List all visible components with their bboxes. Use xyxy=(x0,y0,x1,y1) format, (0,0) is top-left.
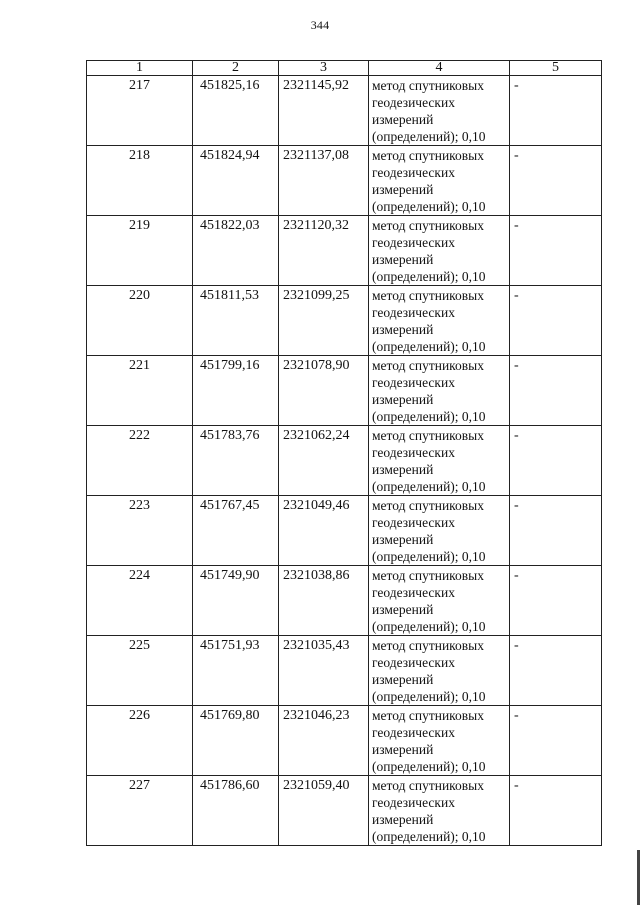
method-text-line: (определений); 0,10 xyxy=(372,409,486,424)
table-row xyxy=(87,496,602,566)
method-text-line: (определений); 0,10 xyxy=(372,479,486,494)
method-text-line: измерений xyxy=(372,182,434,197)
method-text-line: (определений); 0,10 xyxy=(372,759,486,774)
coordinate-x-cell: 451783,76 xyxy=(193,426,279,496)
point-number-cell: 226 xyxy=(87,706,193,776)
coordinates-table xyxy=(86,60,602,846)
method-text-line: (определений); 0,10 xyxy=(372,689,486,704)
column-header-4: 4 xyxy=(369,61,510,76)
method-cell xyxy=(369,146,510,216)
method-cell xyxy=(369,356,510,426)
coordinate-x-cell: 451767,45 xyxy=(193,496,279,566)
coordinate-y-cell: 2321137,08 xyxy=(279,146,369,216)
note-cell: - xyxy=(510,286,602,356)
page-number: 344 xyxy=(310,18,330,32)
method-text-line: (определений); 0,10 xyxy=(372,199,486,214)
point-number-cell: 227 xyxy=(87,776,193,846)
coordinate-y-cell: 2321099,25 xyxy=(279,286,369,356)
coordinate-x-cell: 451769,80 xyxy=(193,706,279,776)
point-number-cell: 224 xyxy=(87,566,193,636)
table-row xyxy=(87,146,602,216)
coordinate-y-cell: 2321049,46 xyxy=(279,496,369,566)
column-header-5: 5 xyxy=(510,61,602,76)
method-cell xyxy=(369,706,510,776)
coordinate-y-cell: 2321046,23 xyxy=(279,706,369,776)
method-text-line: геодезических xyxy=(372,165,455,180)
method-text-line: геодезических xyxy=(372,375,455,390)
coordinate-x-cell: 451822,03 xyxy=(193,216,279,286)
method-text-line: метод спутниковых xyxy=(372,778,484,793)
method-text-line: метод спутниковых xyxy=(372,428,484,443)
method-text-line: измерений xyxy=(372,672,434,687)
table-row xyxy=(87,356,602,426)
point-number-cell: 222 xyxy=(87,426,193,496)
note-cell: - xyxy=(510,496,602,566)
method-text-line: метод спутниковых xyxy=(372,708,484,723)
coordinate-x-cell: 451799,16 xyxy=(193,356,279,426)
table-row xyxy=(87,216,602,286)
method-cell xyxy=(369,496,510,566)
method-text-line: измерений xyxy=(372,532,434,547)
method-text-line: измерений xyxy=(372,812,434,827)
method-text-line: измерений xyxy=(372,252,434,267)
coordinate-y-cell: 2321035,43 xyxy=(279,636,369,706)
column-header-1: 1 xyxy=(87,61,193,76)
column-header-2: 2 xyxy=(193,61,279,76)
method-text-line: метод спутниковых xyxy=(372,288,484,303)
method-text-line: (определений); 0,10 xyxy=(372,619,486,634)
method-cell xyxy=(369,76,510,146)
point-number-cell: 225 xyxy=(87,636,193,706)
point-number-cell: 220 xyxy=(87,286,193,356)
note-cell: - xyxy=(510,76,602,146)
method-text-line: метод спутниковых xyxy=(372,638,484,653)
method-text-line: геодезических xyxy=(372,795,455,810)
method-text-line: геодезических xyxy=(372,305,455,320)
point-number-cell: 218 xyxy=(87,146,193,216)
method-text-line: (определений); 0,10 xyxy=(372,269,486,284)
method-text-line: (определений); 0,10 xyxy=(372,829,486,844)
note-cell: - xyxy=(510,146,602,216)
coordinate-x-cell: 451751,93 xyxy=(193,636,279,706)
coordinate-x-cell: 451749,90 xyxy=(193,566,279,636)
method-text-line: метод спутниковых xyxy=(372,358,484,373)
coordinate-x-cell: 451811,53 xyxy=(193,286,279,356)
method-cell xyxy=(369,566,510,636)
table-row xyxy=(87,776,602,846)
method-text-line: измерений xyxy=(372,112,434,127)
coordinate-x-cell: 451824,94 xyxy=(193,146,279,216)
note-cell: - xyxy=(510,636,602,706)
method-text-line: измерений xyxy=(372,462,434,477)
point-number-cell: 221 xyxy=(87,356,193,426)
method-text-line: измерений xyxy=(372,742,434,757)
coordinate-y-cell: 2321120,32 xyxy=(279,216,369,286)
point-number-cell: 217 xyxy=(87,76,193,146)
method-cell xyxy=(369,776,510,846)
column-header-3: 3 xyxy=(279,61,369,76)
coordinate-y-cell: 2321062,24 xyxy=(279,426,369,496)
method-text-line: геодезических xyxy=(372,515,455,530)
note-cell: - xyxy=(510,776,602,846)
method-cell xyxy=(369,426,510,496)
table-row xyxy=(87,636,602,706)
method-text-line: геодезических xyxy=(372,445,455,460)
coordinate-x-cell: 451825,16 xyxy=(193,76,279,146)
method-cell xyxy=(369,286,510,356)
table-row xyxy=(87,76,602,146)
method-text-line: геодезических xyxy=(372,725,455,740)
method-text-line: измерений xyxy=(372,392,434,407)
coordinate-y-cell: 2321059,40 xyxy=(279,776,369,846)
method-text-line: геодезических xyxy=(372,585,455,600)
method-text-line: геодезических xyxy=(372,655,455,670)
table-header-row xyxy=(87,61,602,76)
method-text-line: измерений xyxy=(372,602,434,617)
point-number-cell: 223 xyxy=(87,496,193,566)
table-row xyxy=(87,426,602,496)
method-cell xyxy=(369,216,510,286)
method-text-line: метод спутниковых xyxy=(372,148,484,163)
coordinate-x-cell: 451786,60 xyxy=(193,776,279,846)
note-cell: - xyxy=(510,566,602,636)
note-cell: - xyxy=(510,426,602,496)
coordinate-y-cell: 2321078,90 xyxy=(279,356,369,426)
table-row xyxy=(87,286,602,356)
method-text-line: (определений); 0,10 xyxy=(372,549,486,564)
method-text-line: измерений xyxy=(372,322,434,337)
coordinate-y-cell: 2321145,92 xyxy=(279,76,369,146)
table-row xyxy=(87,706,602,776)
note-cell: - xyxy=(510,216,602,286)
method-text-line: метод спутниковых xyxy=(372,78,484,93)
method-cell xyxy=(369,636,510,706)
method-text-line: геодезических xyxy=(372,95,455,110)
note-cell: - xyxy=(510,706,602,776)
method-text-line: метод спутниковых xyxy=(372,498,484,513)
coordinate-y-cell: 2321038,86 xyxy=(279,566,369,636)
point-number-cell: 219 xyxy=(87,216,193,286)
method-text-line: (определений); 0,10 xyxy=(372,129,486,144)
method-text-line: метод спутниковых xyxy=(372,218,484,233)
table-row xyxy=(87,566,602,636)
method-text-line: (определений); 0,10 xyxy=(372,339,486,354)
method-text-line: геодезических xyxy=(372,235,455,250)
note-cell: - xyxy=(510,356,602,426)
method-text-line: метод спутниковых xyxy=(372,568,484,583)
